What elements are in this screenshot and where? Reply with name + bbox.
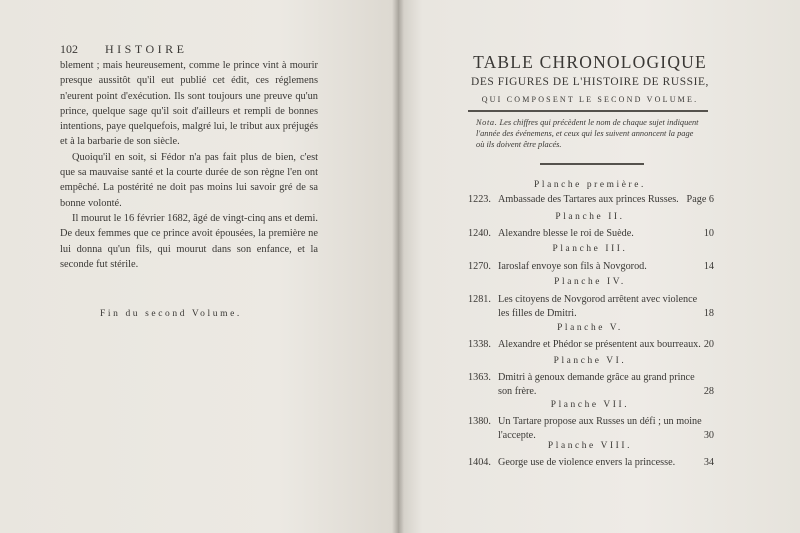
page-subtitle: DES FIGURES DE L'HISTOIRE DE RUSSIE, (471, 76, 709, 88)
table-entry (468, 456, 714, 470)
left-body-text (60, 58, 318, 272)
planche-heading: Planche III. (552, 244, 628, 254)
entry-page: 18 (703, 307, 714, 319)
entry-year: 1363. (468, 372, 491, 383)
planche-heading: Planche IV. (554, 277, 626, 287)
table-entry (468, 338, 714, 352)
entry-text-continued: l'accepte. (498, 429, 536, 441)
page-number: 102 (60, 42, 78, 56)
paragraph: blement ; mais heureusement, comme le prince vint à mourir presque aussitôt qu'il eut publié cet édit, ces réglemens n'eurent point d'exécution. Ils sont toujours une preuve qu'un prince, quelque sage qu'il soit d'ailleurs et rempli de bonnes intentions, paye quelquefois, malgré lui, le tribut aux préjugés et à la barbarie de son siècle. (60, 60, 318, 148)
nota-label: Nota. (476, 118, 498, 127)
paragraph: Il mourut le 16 février 1682, âgé de vingt-cinq ans et demi. De deux femmes que ce prince avoit épousées, la première ne lui donna qu'un fils, qui mourut dans son enfance, et la seconde fut stérile. (60, 212, 318, 270)
entry-text: Alexandre blesse le roi de Suède. (498, 228, 634, 239)
running-head-title: HISTOIRE (105, 42, 188, 56)
nota-note (476, 117, 702, 151)
entry-text: Iaroslaf envoye son fils à Novgorod. (498, 261, 647, 272)
entry-year: 1281. (468, 294, 491, 305)
entry-year: 1338. (468, 339, 491, 350)
entry-year: 1270. (468, 261, 491, 272)
entry-text: Dmitri à genoux demande grâce au grand prince (498, 372, 695, 383)
planche-heading: Planche VI. (553, 356, 627, 366)
entry-text-continued: les filles de Dmitri. (498, 307, 577, 319)
divider (468, 110, 708, 112)
entry-page: 14 (703, 261, 714, 272)
entry-text: Les citoyens de Novgorod arrêtent avec violence (498, 294, 698, 305)
book-gutter (392, 0, 404, 533)
entry-year: 1380. (468, 416, 491, 427)
entry-text: Ambassade des Tartares aux princes Russes. (498, 194, 679, 205)
entry-text: Alexandre et Phédor se présentent aux bourreaux. (498, 339, 701, 350)
paragraph: Quoiqu'il en soit, si Fédor n'a pas fait plus de bien, c'est que sa mauvaise santé et la courte durée de son règne l'en ont empêché. La postérité ne doit pas moins lui savoir gré de sa bonne volonté. (60, 151, 318, 209)
entry-page: 34 (703, 457, 714, 468)
table-entry (468, 415, 714, 442)
table-entry (468, 227, 714, 241)
page-title: TABLE CHRONOLOGIQUE (473, 52, 707, 72)
entry-year: 1404. (468, 457, 491, 468)
page-subtitle-secondary: QUI COMPOSENT LE SECOND VOLUME. (481, 95, 699, 104)
entry-page: 28 (703, 385, 714, 397)
entry-text-continued: son frère. (498, 385, 537, 397)
table-entry (468, 260, 714, 274)
entry-page: 10 (703, 228, 714, 239)
planche-heading: Planche VII. (550, 400, 630, 410)
nota-text: Les chiffres qui précèdent le nom de chaque sujet indiquent l'année des événemens, et ceux qui les suivent annoncent la page où ils doivent être placés. (476, 118, 699, 150)
planche-heading: Planche V. (557, 323, 623, 333)
divider (540, 163, 644, 165)
planche-heading: Planche première. (534, 180, 646, 190)
table-entry (468, 193, 714, 207)
entry-text: George use de violence envers la princesse. (498, 457, 676, 468)
table-entry (468, 371, 714, 398)
volume-end-note: Fin du second Volume. (100, 309, 242, 319)
entry-page: 30 (703, 429, 714, 441)
planche-heading: Planche VIII. (547, 441, 633, 451)
entry-page: Page 6 (686, 194, 714, 205)
table-entry (468, 293, 714, 320)
entry-text: Un Tartare propose aux Russes un défi ; un moine (498, 416, 702, 427)
left-running-head (60, 42, 187, 57)
entry-year: 1240. (468, 228, 491, 239)
entry-page: 20 (703, 339, 714, 350)
entry-year: 1223. (468, 194, 491, 205)
planche-heading: Planche II. (555, 212, 625, 222)
